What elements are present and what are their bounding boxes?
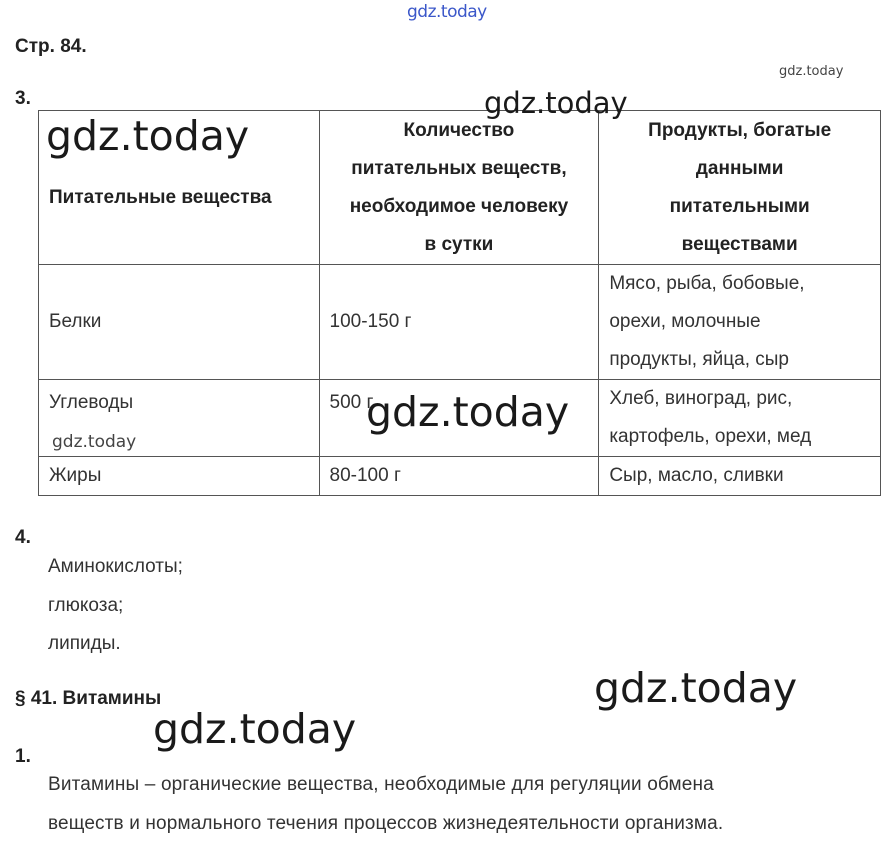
page-title: Стр. 84.: [15, 36, 87, 57]
watermark-header-mid: gdz.today: [484, 86, 628, 120]
header-products: Продукты, богатые данными питательными веществами: [599, 111, 881, 265]
cell-nutrient: Жиры: [39, 457, 320, 496]
list-item: глюкоза;: [48, 595, 124, 616]
cell-products: Сыр, масло, сливки: [599, 457, 881, 496]
watermark-small-right: gdz.today: [779, 64, 844, 79]
cell-products: Хлеб, виноград, рис, картофель, орехи, мед: [599, 380, 881, 457]
watermark-table-mid: gdz.today: [366, 388, 570, 436]
task3-number: 3.: [15, 88, 31, 109]
nutrients-table: [38, 110, 881, 496]
watermark-left-lower: gdz.today: [153, 705, 357, 753]
list-item: Аминокислоты;: [48, 556, 183, 577]
list-item: липиды.: [48, 633, 121, 654]
watermark-table-small: gdz.today: [52, 432, 137, 452]
paragraph-line: веществ и нормального течения процессов жизнедеятельности организма.: [48, 813, 724, 834]
header-amount: Количество питательных веществ, необходимое человеку в сутки: [319, 111, 599, 265]
table-row: [39, 265, 881, 380]
cell-products: Мясо, рыба, бобовые, орехи, молочные продукты, яйца, сыр: [599, 265, 881, 380]
table-row: [39, 457, 881, 496]
cell-amount: 500 г: [319, 380, 599, 457]
cell-nutrient: Углеводы: [39, 380, 320, 457]
cell-nutrient: Белки: [39, 265, 320, 380]
task1-number: 1.: [15, 746, 31, 767]
watermark-right-lower: gdz.today: [594, 664, 798, 712]
cell-amount: 80-100 г: [319, 457, 599, 496]
header-nutrients: Питательные вещества: [39, 111, 320, 265]
cell-amount: 100-150 г: [319, 265, 599, 380]
paragraph-line: Витамины – органические вещества, необходимые для регуляции обмена: [48, 774, 714, 795]
watermark-top: gdz.today: [407, 2, 487, 22]
task4-number: 4.: [15, 527, 31, 548]
section-title: § 41. Витамины: [15, 688, 162, 709]
watermark-table-left: gdz.today: [46, 112, 250, 160]
